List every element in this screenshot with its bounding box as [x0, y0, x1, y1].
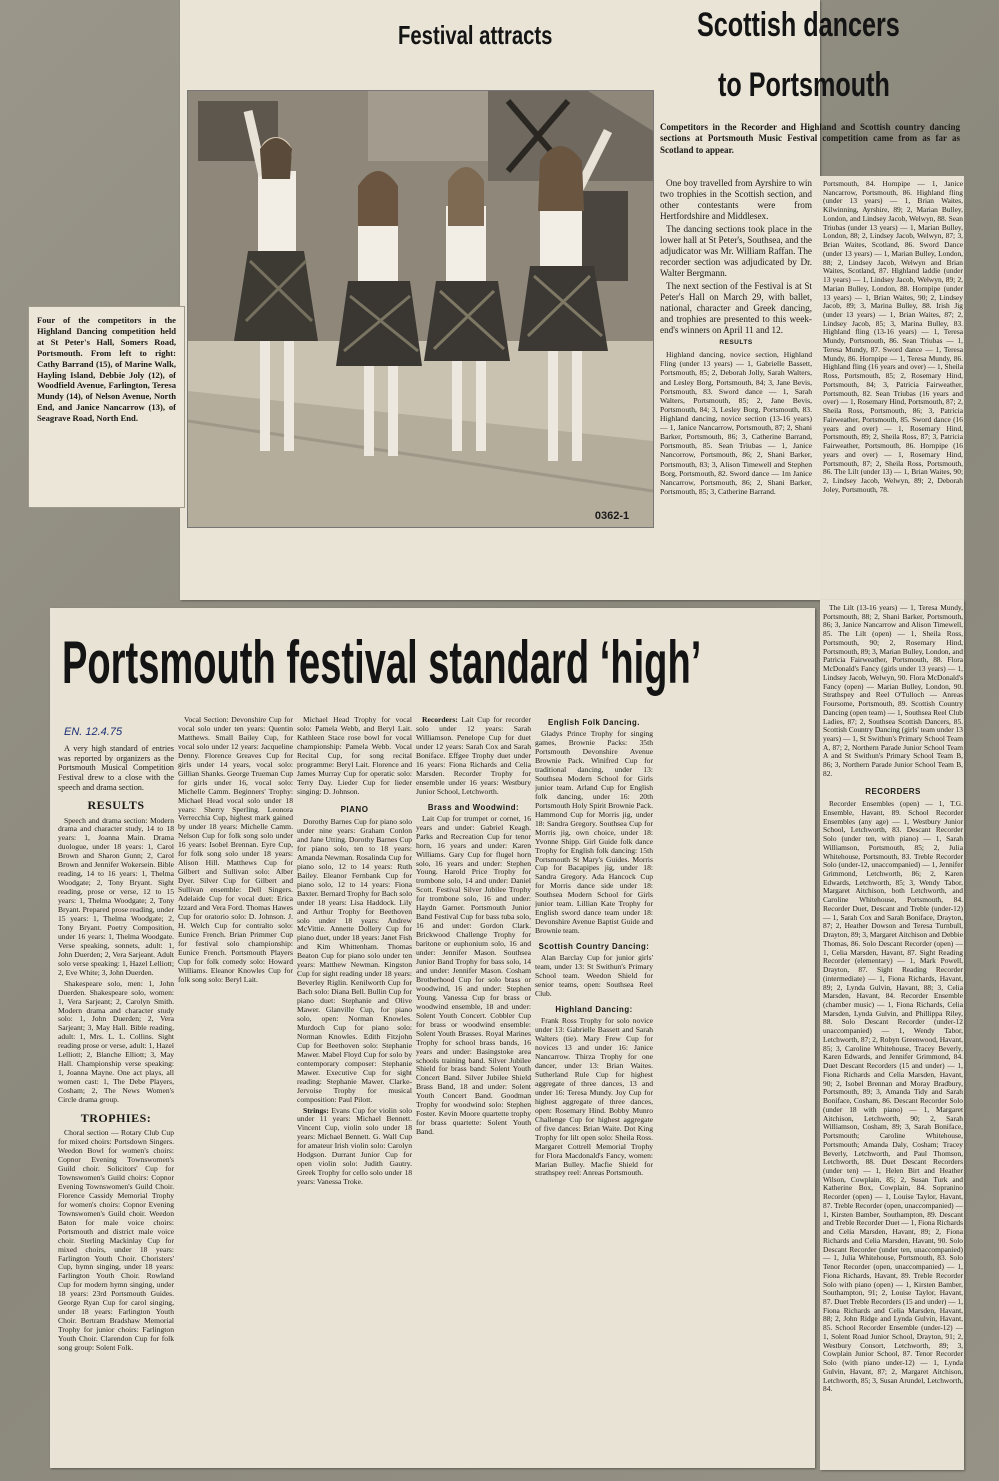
dancers-illustration	[188, 91, 653, 527]
clip1-results-heading: RESULTS	[719, 339, 753, 347]
folk-heading: English Folk Dancing.	[548, 718, 640, 727]
handwritten-date: EN. 12.4.75	[64, 726, 123, 738]
clip2-col-1	[58, 744, 174, 1460]
headline-scottish-dancers: Scottish dancers	[697, 6, 900, 44]
clip1-results-a: Highland dancing, novice section, Highland Fling (under 13 years) — 1, Gabrielle Bassett, Portsmouth, 85; 2, Deborah Jolly, Sarah Walters, and Lesley Borg, Portsmouth, 84; 3, Jane Bevis, Portsmouth, 83. Sword dance — 1, Sarah Walters, Portsmouth, 85; 2, Jane Bevis, Portsmouth, 84; 3, Lesley Borg, Portsmouth, 83. Highland dancing, novice section (13-16 years) — 1, Janice Nancarrow, Portsmouth, 87; 2, Shani Barker, Portsmouth, 86; 3, Catherine Barrand, Portsmouth, 85. Sean Triubas — 1, Janice Nancorrow, Portsmouth, 86; 2, Shani Barker, Portsmouth, 83; 3, Alison Timewell and Stephen Borg, Portsmouth, 82. Sword dance — 1m Janice Nancarrow, Portsmouth, 86; 2, Shani Barker, Portsmouth, 85; 3, Catherine Barrand.	[660, 350, 812, 496]
vocal-col3-top: Michael Head Trophy for vocal solo: Pamela Webb, and Beryl Lait. Kathleen Stace rose bowl for vocal championship: Pamela Webb. Vocal Recital Cup, for song recital programme: Beryl Lait. Florence and James Murray Cup for operatic solo: Terry Day. Lieder Cup for lieder singing: D. Johnson.	[297, 716, 412, 796]
photo-caption: Four of the competitors in the Highland Dancing competition held at St Peter's Hall, Somers Road, Portsmouth. From left to right: Cathy Barrand (15), of Marine Walk, Hayling Island, Debbie Joly (12), of Woodfield Avenue, Farlington, Teresa Mundy (14), of Nelson Avenue, North End, and Janice Nancarrow (13), of Seagrave Road, North End.	[28, 306, 185, 508]
strings-label: Strings:	[303, 1105, 329, 1115]
standfirst: Competitors in the Recorder and Highland and Scottish country dancing sections at Portsmouth Music Festival competition came from as far as Scotland to appear.	[660, 122, 960, 155]
clip2-col-3	[297, 716, 412, 1460]
trophies-heading: TROPHIES:	[80, 1111, 152, 1126]
highland-heading: Highland Dancing:	[555, 1005, 633, 1015]
highland-results: Frank Ross Trophy for solo novice under 13: Gabrielle Bassett and Sarah Walters (tie). Mary Frew Cup for novices 13 and under 16: Janice Nancarrow. Thirza Trophy for one dancer, under 13: Brian Waites. Sutherland Rule Cup for highest aggregate of three dances, 13 and under 16: Teresa Mundy. Joy Cup for highest aggregate of three dances, open: Rosemary Hind. Bobby Munro Challenge Cup for highest aggregate of five dances: Brian Waite. Dot King Trophy for lilt open solo: Sheila Ross. Margaret Cottrell Memorial Trophy for Flora Macdonald's Fancy, women: Marian Bulley. Macfie Shield for strathspey reel: Anreas Portsmouth.	[535, 1016, 653, 1178]
trophies-choral: Choral section — Rotary Club Cup for mixed choirs: Portsdown Singers. Weedon Bowl for women's choirs: Copnor Evening Townswomen's Guild choir. Solicitors' Cup for Townswomen's Guild choirs: Copnor Evening Townswomen's Guild Choir. Florence Cassidy Memorial Trophy for women's choirs: Copnor Evening Townswomen's Guild choir. Weedon Baton for male voice choirs: Portsmouth and district male voice choir. Sterling Mackinlay Cup for mixed choirs, under 18 years: Farlington Youth Choir. Choristers' Cup, hymn singing, under 18 years: Farlington Youth Choir. Rowland Cup for modern hymn singing, under 18 years: 23rd Portsmouth Guides. George Ryan Cup for carol singing, under 18 years: Farlington Youth Choir. Bertram Bradshaw Memorial Trophy for junior choirs: Farlington Youth Choir. Clarendon Cup for folk song group: Solent Folk.	[58, 1128, 174, 1353]
scottish-results: Alan Barclay Cup for junior girls' team, under 13: St Swithun's Primary School team. Weedon Shield for senior teams, open: Southsea Reel Club.	[535, 953, 653, 999]
clip2-results-heading: RESULTS	[87, 798, 145, 813]
headline-portsmouth-festival: Portsmouth festival standard ‘high’	[62, 629, 702, 696]
piano-results: Dorothy Barnes Cup for piano solo under nine years: Graham Conlon and Jane Utting. Dorothy Barnes Cup for piano solo, ten to 18 years: Amanda Newman. Rosalinda Cup for piano solo, 12 to 14 years: Ruth Bailey. Eleanor Fernbank Cup for piano solo, 12 to 14 years: Fiona Baxter. Bernard Trophy for Bach solo under 18 years: Lisa Haddock. Lily and Arthur Trophy for Beethoven solo under 18 years: Andrew McVittie. Annette Dollery Cup for piano duet, under 18 years: Janet Fish and Kim Whittenham. Thomas Beaton Cup for piano solo under ten years: Matthew Newman. Kingston Cup for sight reading under 18 years: Beverley Riglin. Kenilworth Cup for Bach solo: Diana Bell. Bullin Cup for piano duet: Stephanie and Olive Mawer. Glanville Cup, for piano solo, open: Norman Knowles. Murdoch Cup for piano solo: Norman Knowles. Edith Fitzjohn Cup for Beethoven solo: Stephanie Mawer. Mabel Floyd Cup for solo by contemporary composer: Stephanie Mawer. Executive Cup for sight reading: Stephanie Mawer. Clarke-Jervoise Trophy for musical composition: Paul Pilott.	[297, 817, 412, 1104]
piano-heading: PIANO	[340, 804, 369, 814]
clip1-para-3: The next section of the Festival is at St Peter's Hall on March 29, with ballet, national, character and Greek dancing, and trophies are presented to this week-end's winners on April 11 and 12.	[660, 281, 812, 336]
dancers-photo	[187, 90, 654, 528]
headline-to-portsmouth: to Portsmouth	[718, 66, 890, 104]
clip1-results-c	[823, 604, 963, 1466]
brass-heading: Brass and Woodwind:	[427, 802, 520, 812]
folk-results: Gladys Prince Trophy for singing games, Brownie Packs: 35th Portsmouth Devonshire Avenue Brownie Pack. Winifred Cup for traditional dancing, under 13: Southsea Modern School for Girls junior team. Arland Cup for English folk dancing, under 16: 20th Portsmouth Holy Spirit Brownie Pack. Hammond Cup for Morris jig, under 18: Sandra Gregory. Southsea Cup for Morris jig, own choice, under 18: Yvonne Shipp. Girl Guide folk dance Trophy for English folk dancing: 15th Portsmouth St Mary's Guides. Morris Cup for Bacapipes jig, under 18: Sandra Gregory. Ada Hancock Cup for Morris dance side under 18: Southsea Modern School for Girls junior team. Lillian Kate Trophy for English sword dance team under 18: Devonshire Avenue Baptist Guide and Brownie team.	[535, 729, 653, 936]
shakespeare-results: Shakespeare solo, men: 1, John Duerden. Shakespeare solo, women: 1, Vera Sarjeant; 2, Carolyn Smith. Modern drama and character study solo: 1, John Duerden; 2, Vera Sarjeant; 3, May Hall. Bible reading, adult: 1, Mrs. L. L. Collins. Sight reading prose or verse, adult: 1, Hazel Lelliott; 2, Blanche Elliott; 3, May Hall. Championship verse speaking: 1, Joanna Mayne. One act plays, all women cast: 1, The Debe Players, Cosham; 2, The News Women's Circle drama group.	[58, 978, 174, 1105]
recorders-heading: RECORDERS	[865, 786, 921, 796]
recorders-results: Recorder Ensembles (open) — 1, T.G. Ensemble, Havant, 89. School Recorder Ensembles (any age) — 1, Westbury Junior School, Letchworth, 83. Descant Recorder Solo (under ten, with piano) — 1, Sarah Williamson, Portsmouth, 85; 2, Julia Whitehouse, Portsmouth, 83. Treble Recorder Solo (under-12, unaccompanied) — 1, Jennifer Grimmond, Letchworth, 86; 2, Karen Edwards, Letchworth, 85; 3, Wendy Tabor, Margaret Aitchison, both Letchworth, and Caroline Whitehouse, Portsmouth, 84. Recorder Duet, Descant and Treble (under-12) — 1, Sarah Cox and Sarah Boniface, Drayton, 87; 2, Heather Dowson and Teresa Turnbull, Drayton, 89; 3, Margaret Aitchison and Debbie Thomas, 86. Solo Descant Recorder (open) — 1, Celia Marsden, Havant, 87. Sight Reading Recorder (elementary) — 1, Mark Powell, Drayton, 87. Sight Reading Recorder (intermediate) — 1, Fiona Richards, Havant, 89; 2, Lynda Gulvin, Havant, 88; 3, Celia Marsden, Havant, 84. Recorder Ensemble (chamber music) — 1, Fiona Richards, Celia Marsden, Lynda Gulvin, and Phillippa Riley, 88. Solo Descant Recorder (under-12 unaccompanied) — 1, Wendy Tabor, Letchworth, 87; 2, Robyn Greenwood, Havant, 85; 3, Caroline Whitehouse, Tracey Beverly, Karen Edwards, and Jennifer Grimmond, 84. Duet Descant Recorders (15 and under) — 1, Fiona Richards and Celia Marsden, Havant, 90; 2, Isobel Brennan and Moray Bradbury, Portsmouth, 89; 3, Amanda Tidy and Sarah Boniface, Cosham, 86. Descant Recorder Solo (under 18 with piano) — 1, Margaret Aitchison, Letchworth, 90; 2, Sarah Williamson, Cosham, 89; 3, Sarah Boniface, Portsmouth; Caroline Whitehouse, Portsmouth; Amanda Daly, Cosham; Tracey Beverly, Letchworth, and Paul Thomson, Letchworth, 88. Duet Descant Recorders (under ten) — 1, Helen Birt and Heather Wilson, Cowplain, 85; 2, Susan Turk and Katherine Box, Cowplain, 84. Sopranino Recorder (open) — 1, Louise Taylor, Havant, 87. Treble Recorder (open, unaccompanied) — 1, Kirsten Bamber, Southampton, 89. Descant and Treble Recorder Duet — 1, Fiona Richards and Celia Marsden, Havant, 89; 2, Fiona Richards and Celia Marsden, Havant, 90. Solo Descant Recorder (under ten, unaccompanied) — 1, Julia Whitehouse, Portsmouth, 83. Solo Tenor Recorder (open, unaccompanied) — 1, Fiona Richards, Havant, 89. Treble Recorder Solo with piano (open) — 1, Kirsten Bamber, Southampton, 91; 2, Louise Taylor, Havant, 87. Duet Treble Recorders (15 and under) — 1, Fiona Richards and Celia Marsden, Havant, 88; 2, John Ridge and Lynda Gulvin, Havant, 85. School Recorder Ensemble (under-12) — 1, Solent Road Junior School, Drayton, 91; 2, Westbury Consort, Letchworth, 89; 3, Cowplain Junior School, 87. Tenor Recorder Solo (with piano under-12) — 1, Lynda Gulvin, Havant, 87; 2, Margaret Aitchison, Letchworth, 85; 3, Susan Arundel, Letchworth, 84.	[823, 799, 963, 1394]
clip1-results-c-text: The Lilt (13-16 years) — 1, Teresa Mundy, Portsmouth, 88; 2, Shani Barker, Portsmouth, 86; 3, Janice Nancarrow and Alison Timewell, 85. The Lilt (open) — 1, Sheila Ross, Portsmouth, 90; 2, Rosemary Hind, Portsmouth, 89; 3, Marian Bulley, London, and Patricia Fairweather, Portsmouth, 88. Flora McDonald's Fancy (girls under 13 years) — 1, Lindsey Jacob, Welwyn, 90. Flora McDonald's Fancy (open) — Marian Bulley, London, 90. Strathspey and Reel O'Tulloch — Anreas Foursome, Portsmouth, 89. Scottish Country Dancing (open team) — 1, Southsea Reel Club Ladies, 87; 2, Southsea Scottish Dancers, 85. Scottish Country Dancing (girls' team under 13 years) — 1, St Swithun's Primary School Team A, 87; 2, Northern Parade Junior School Team A and St Swithun's Primary School Team B, 86; 3, Northern Parade Junior School Team B, 82.	[823, 604, 963, 778]
recorders-results-2: Lait Cup for recorder solo under 12 years: Sarah Williamson. Penelope Cup for duet under 12 years: Sarah Cox and Sarah Boniface. Effgee Trophy duet under 16 years: Fiona Richards and Celia Marsden. Recorder Trophy for ensemble under 16 years: Westbury Junior School, Letchworth.	[416, 716, 531, 796]
clip2-col-4	[416, 716, 531, 1460]
headline-festival-attracts: Festival attracts	[398, 20, 553, 50]
strings-results: Evans Cup for violin solo under 11 years: Michael Bennett. Vincent Cup, violin solo under 18 years: Michael Bennett. G. Wall Cup for amateur Irish violin solo: Carolyn Hodgson. Durrant Junior Cup for open violin solo: Judith Gautry. Greek Trophy for cello solo under 18 years: Vanessa Troke.	[297, 1105, 412, 1187]
photo-ref: 0362-1	[594, 510, 630, 522]
clip2-col-5	[535, 716, 653, 1460]
brass-results: Lait Cup for trumpet or cornet, 16 years and under: Gabriel Keagh. Parks and Recreation Cup for tenor horn, 16 years and under: Karen Williams. Gary Cup for flugel horn solo, 16 years and under: Stephen Young. Harold Price Trophy for trombone solo, 14 and under: Daniel Scott. Festival Silver Jubilee Trophy for trombone solo, 16 and under: Haydn Garner. Portsmouth Junior Band Festival Cup for bass tuba solo, 16 and under: Gordon Clark. Brickwood Challenge Trophy for baritone or euphonium solo, 16 and under: Jennifer Mason. Southsea Junior Band Trophy for bass solo, 14 and under: Jennifer Mason. Cosham Brotherhood Cup for solo brass or woodwind, 16 and under: Stephen Young. Vanessa Cup for brass or woodwind ensemble, 18 and under: Solent Youth Concert. Cobbler Cup for brass or woodwind ensemble: Solent Youth Brasses. Royal Marines Trophy for school brass bands, 16 years and under: Basingstoke area schools training band. Silver Jubilee Shield for brass band: Solent Youth Concert Band. Silver Jubilee Shield Brass Band, 18 and under: Solent Youth Concert Band. Goodman Trophy for woodwind solo: Stephen Foster. Kevin Moore quartette trophy for brass quartette: Solent Youth Band.	[416, 813, 531, 1137]
clip1-para-1: One boy travelled from Ayrshire to win two trophies in the Scottish section, and other contestants were from Hertfordshire and Middlesex.	[660, 178, 812, 222]
clip2-intro: A very high standard of entries was reported by organizers as the Portsmouth Musical Competition Festival drew to a close with the speech and drama section.	[58, 744, 174, 792]
vocal-section: Vocal Section: Devonshire Cup for vocal solo under ten years: Quentin Matthews. Small Bailey Cup, for vocal solo under 12 years: Jacqueline Denny. Florence Greaves Cup for girls under 14 years, vocal solo: Gillian Shanks. George Trueman Cup for girls under 16, vocal solo: Michelle Camm. Beginners' Trophy: Michael Head vocal solo under 18 years: Sherry Sperling. Leonora Verrecchia Cup, highest mark gained by under 18 years: Michelle Camm. Nelson Cup for folk song solo under 16 years: Isobel Brennan. Eyre Cup, for folk song solo under 18 years: Alison Hill. Matthews Cup for Gilbert and Sullivan solo: Alber Dyer. Silver Cup for Gilbert and Sullivan ensemble: Dell Singers. Adelaide Cup for vocal duet: Erica Izzard and Vera Ford. Thomas Hawes Cup for oratorio solo: D. Johnson. J. H. Welch Cup for contralto solo: Eunice French. Brian Primmer Cup for festival solo championship: Eunice French. Portsmouth Players Cup for folk comedy solo: Howard Williams. Eleanor Knowles Cup for folk song solo: Beryl Lait.	[178, 716, 293, 984]
clip1-para-2: The dancing sections took place in the lower hall at St Peter's, Southsea, and the adjudicator was Mr. William Raffan. The recorder section was adjudicated by Dr. Walter Bergmann.	[660, 224, 812, 279]
scottish-heading: Scottish Country Dancing:	[538, 942, 650, 952]
recorders-label: Recorders:	[422, 716, 458, 724]
clip2-col-2	[178, 716, 293, 1460]
clip1-body	[660, 178, 812, 596]
speech-drama-results: Speech and drama section: Modern drama and character study, 14 to 18 years: 1, Joanna Main. Drama duologue, under 18 years: 1, Carol Brown and Sharon Gunn; 2, Carol Brown and Jennifer Wokersein. Bible reading, 14 to 16 years: 1, Thelma Woodgate; 2, Tony Bryant. Sight reading, prose or verse, 12 to 15 years: 1, Thelma Woodgate; 2, Tony Bryant. Prepared prose reading, under 15 years: 1, Thelma Woodgate; 2, Tony Bryant. Poetry Composition, under 16 years: 1, Thelma Woodgate. Verse speaking, sonnets, adult: 1, John Duerden; 2, Vera Sarjeant. Adult solo verse speaking: 1, Hazel Lelliott; 2, Eve White; 3, John Duerden.	[58, 815, 174, 977]
clip1-results-b: Portsmouth, 84. Hornpipe — 1, Janice Nancarrow, Portsmouth, 86. Highland fling (under 13 years) — 1, Brian Waites, Kilwinning, Ayrshire, 89; 2, Marian Bulley, London, and Lindsey Jacob, Welwyn, 88. Sean Triubas (under 13 years) — 1, Marian Bulley, London, 88; 2, Lindsey Jacob, Welwyn, 87; 3, Brian Waites, Scotland, 86. Sword Dance (under 13 years) — 1, Marian Bulley, London, 88; 2, Lindsey Jacob, Welwyn and Brian Waites, Scotland, 87. Highland laddie (under 13 years) — 1, Lindsey Jacob, Welwyn, 89; 2, Marian Bulley, London, 88. Hornpipe (under 13 years) — 1, Brian Waites, 90; 2, Lindsey Jacob, 89; 3, Marina Bulley, 88. Irish Jig (under 13 years) — 1, Brian Waites, 87; 2, Lindsey Jacob, 85; 3, Marina Bulley, 83. Highland fling (13-16 years) — 1, Teresa Mundy, Portsmouth, 86. Sean Triubas — 1, Teresa Mundy, 87. Sword dance — 1, Teresa Mundy, 86. Hornpipe — 1, Teresa Mundy, 86. Highland fling (16 years and over) — 1, Sheila Ross, Portsmouth, 85; 2, Rosemary Hind, Portsmouth, 84; 3, Patricia Fairweather, Portsmouth, 82. Sean Triubas (16 years and over) — 1, Rosemary Hind, Portsmouth, 87; 2, Sheila Ross, Portsmouth, 86; 3, Patricia Fairweather, Portsmouth, 85. Sword dance (16 years and over) — 1, Rosemary Hind, Portsmouth, 89; 2, Sheila Ross, 87; 3, Patricia Fairweather, Portsmouth, 86. Hornpipe (16 years and over) — 1, Rosemary Hind, Portsmouth, 87; 2, Sheila Ross, Portsmouth, 86. The Lilt (under 13) — 1, Brian Waites, 90; 2, Lindsey Jacob, Welwyn, 89; 2, Deborah Joley, Portsmouth, 78.	[823, 180, 963, 494]
